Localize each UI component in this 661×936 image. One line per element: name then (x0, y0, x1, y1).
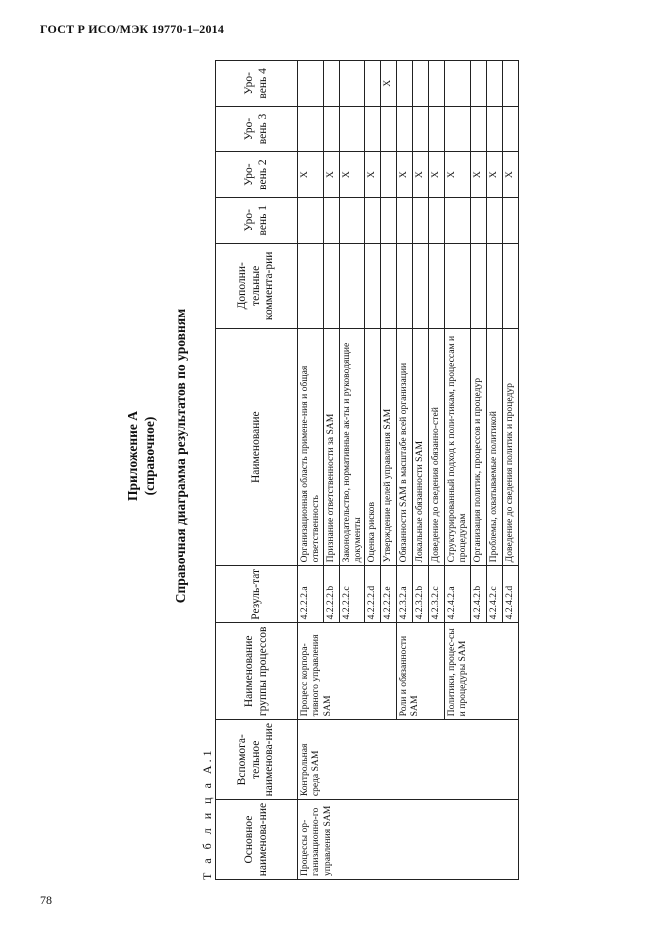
level-3-mark (445, 106, 471, 152)
result-name: Доведение до сведения политик и процедур (502, 329, 518, 566)
level-2-mark: X (413, 152, 429, 198)
level-4-mark (486, 61, 502, 107)
col-header-level-3: Уро-вень 3 (216, 106, 298, 152)
rotated-page-content (125, 32, 526, 880)
col-header-comments: Дополни-тельные коммента-рии (216, 243, 298, 329)
level-4-mark (445, 61, 471, 107)
level-4-mark (470, 61, 486, 107)
result-id: 4.2.2.2.e (381, 566, 397, 623)
level-4-mark (339, 61, 365, 107)
table-header-row (216, 61, 298, 880)
level-2-mark: X (470, 152, 486, 198)
comment-cell (429, 243, 445, 329)
result-id: 4.2.4.2.c (486, 566, 502, 623)
level-2-mark: X (339, 152, 365, 198)
level-4-mark (413, 61, 429, 107)
level-1-mark (381, 197, 397, 243)
level-4-mark (397, 61, 413, 107)
page-number: 78 (40, 893, 52, 907)
level-3-mark (486, 106, 502, 152)
level-3-mark (365, 106, 381, 152)
group-name-cell: Роли и обязанности SAM (397, 623, 445, 720)
level-3-mark (323, 106, 339, 152)
level-1-mark (486, 197, 502, 243)
result-name: Обязанности SAM в масштабе всей организации (397, 329, 413, 566)
result-name: Оценка рисков (365, 329, 381, 566)
col-header-group: Наименование группы процессов (216, 623, 298, 720)
levels-table (215, 60, 519, 880)
comment-cell (502, 243, 518, 329)
level-1-mark (445, 197, 471, 243)
comment-cell (470, 243, 486, 329)
result-name: Организация политик, процессов и процедур (470, 329, 486, 566)
level-2-mark: X (429, 152, 445, 198)
level-1-mark (323, 197, 339, 243)
level-4-mark (502, 61, 518, 107)
level-2-mark: X (397, 152, 413, 198)
level-3-mark (429, 106, 445, 152)
level-1-mark (413, 197, 429, 243)
comment-cell (413, 243, 429, 329)
level-2-mark (381, 152, 397, 198)
level-3-mark (397, 106, 413, 152)
result-name: Утверждение целей управления SAM (381, 329, 397, 566)
col-header-level-1: Уро-вень 1 (216, 197, 298, 243)
comment-cell (323, 243, 339, 329)
col-header-result: Резуль-тат (216, 566, 298, 623)
comment-cell (486, 243, 502, 329)
level-1-mark (397, 197, 413, 243)
level-4-mark: X (381, 61, 397, 107)
result-name: Признание ответственности за SAM (323, 329, 339, 566)
level-3-mark (502, 106, 518, 152)
col-header-main: Основное наименова-ние (216, 800, 298, 880)
table-row (298, 61, 324, 880)
main-name-cell: Процессы ор-ганизационно-го управления SAM (298, 800, 519, 880)
result-id: 4.2.2.2.c (339, 566, 365, 623)
aux-name-cell: Контрольная среда SAM (298, 720, 519, 800)
level-1-mark (502, 197, 518, 243)
result-name: Организационная область примене-ния и общая ответственность (298, 329, 324, 566)
level-3-mark (298, 106, 324, 152)
level-2-mark: X (298, 152, 324, 198)
group-name-cell: Политики, процес-сы и процедуры SAM (445, 623, 519, 720)
result-name: Доведение до сведения обязанно-стей (429, 329, 445, 566)
level-1-mark (365, 197, 381, 243)
result-name: Законодательство, нормативные ак-ты и руководящие документы (339, 329, 365, 566)
result-id: 4.2.4.2.a (445, 566, 471, 623)
level-4-mark (323, 61, 339, 107)
result-id: 4.2.2.2.a (298, 566, 324, 623)
col-header-name: Наименование (216, 329, 298, 566)
result-id: 4.2.3.2.b (413, 566, 429, 623)
level-1-mark (429, 197, 445, 243)
level-2-mark: X (323, 152, 339, 198)
comment-cell (339, 243, 365, 329)
level-2-mark: X (445, 152, 471, 198)
col-header-aux: Вспомога-тельное наименова-ние (216, 720, 298, 800)
section-title: Справочная диаграмма результатов по уровням (173, 308, 188, 604)
result-name: Структурированный подход к поли-тикам, процессам и процедурам (445, 329, 471, 566)
appendix-subtitle: (справочное) (142, 416, 157, 496)
level-4-mark (429, 61, 445, 107)
result-id: 4.2.4.2.d (502, 566, 518, 623)
level-2-mark: X (486, 152, 502, 198)
level-3-mark (339, 106, 365, 152)
group-name-cell: Процесс корпора-тивного управления SAM (298, 623, 397, 720)
level-1-mark (470, 197, 486, 243)
comment-cell (397, 243, 413, 329)
result-name: Локальные обязанности SAM (413, 329, 429, 566)
comment-cell (365, 243, 381, 329)
result-id: 4.2.2.2.b (323, 566, 339, 623)
result-name: Проблемы, охватываемые политикой (486, 329, 502, 566)
comment-cell (381, 243, 397, 329)
comment-cell (445, 243, 471, 329)
document-header: ГОСТ Р ИСО/МЭК 19770-1–2014 (40, 22, 225, 36)
result-id: 4.2.3.2.a (397, 566, 413, 623)
level-2-mark: X (365, 152, 381, 198)
result-id: 4.2.3.2.c (429, 566, 445, 623)
level-4-mark (298, 61, 324, 107)
table-caption: Т а б л и ц а А.1 (200, 747, 214, 880)
level-3-mark (470, 106, 486, 152)
level-1-mark (298, 197, 324, 243)
comment-cell (298, 243, 324, 329)
level-1-mark (339, 197, 365, 243)
col-header-level-4: Уро-вень 4 (216, 61, 298, 107)
appendix-title: Приложение А (125, 410, 140, 502)
result-id: 4.2.2.2.d (365, 566, 381, 623)
level-2-mark: X (502, 152, 518, 198)
level-3-mark (381, 106, 397, 152)
result-id: 4.2.4.2.b (470, 566, 486, 623)
level-3-mark (413, 106, 429, 152)
col-header-level-2: Уро-вень 2 (216, 152, 298, 198)
level-4-mark (365, 61, 381, 107)
